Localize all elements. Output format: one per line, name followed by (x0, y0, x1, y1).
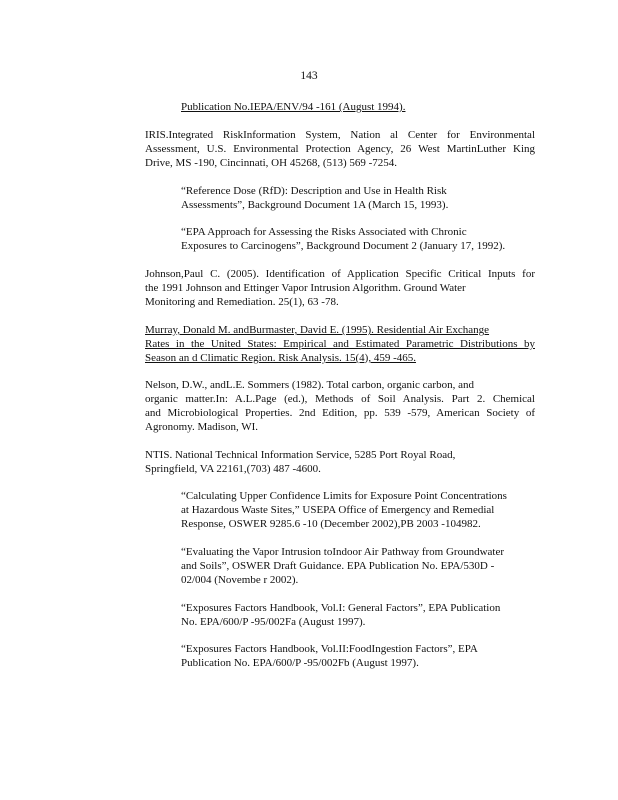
reference-line: Publication No.IEPA/ENV/94 -161 (August 1994). (181, 101, 406, 113)
reference-line: Johnson,Paul C. (2005). Identification of Application Specific Critical Inputs for (145, 268, 535, 280)
reference-line: Monitoring and Remediation. 25(1), 63 -78. (145, 296, 339, 308)
reference-line: Response, OSWER 9285.6 -10 (December 2002),PB 2003 -104982. (181, 518, 481, 530)
reference-entry-exposure-factors-2 (181, 642, 535, 670)
reference-line: Publication No. EPA/600/P -95/002Fb (August 1997). (181, 657, 419, 669)
reference-entry-reference-dose (181, 184, 535, 212)
reference-entry-calculating-ucl (181, 489, 535, 531)
reference-line: Murray, Donald M. andBurmaster, David E. (1995). Residential Air Exchange (145, 324, 490, 336)
reference-line: Agronomy. Madison, WI. (145, 421, 259, 433)
reference-line: “EPA Approach for Assessing the Risks Associated with Chronic (181, 226, 467, 238)
reference-line: and Soils”, OSWER Draft Guidance. EPA Publication No. EPA/530D - (181, 560, 495, 572)
reference-line: IRIS.Integrated RiskInformation System, Nation al Center for Environmental (145, 129, 535, 141)
reference-entry-iris (145, 128, 535, 170)
reference-line: “Exposures Factors Handbook, Vol.II:FoodIngestion Factors”, EPA (181, 643, 478, 655)
reference-line: No. EPA/600/P -95/002Fa (August 1997). (181, 616, 366, 628)
reference-entry-johnson (145, 267, 535, 309)
reference-line: “Exposures Factors Handbook, Vol.I: General Factors”, EPA Publication (181, 602, 501, 614)
reference-line: Rates in the United States: Empirical and Estimated Parametric Distributions by (145, 338, 535, 350)
reference-line: Assessment, U.S. Environmental Protection Agency, 26 West MartinLuther King (145, 143, 535, 155)
reference-entry-murray (145, 323, 535, 365)
reference-entry-publication-no (181, 100, 535, 114)
reference-line: “Evaluating the Vapor Intrusion toIndoor Air Pathway from Groundwater (181, 546, 505, 558)
reference-line: 02/004 (Novembe r 2002). (181, 574, 299, 586)
reference-line: Springfield, VA 22161,(703) 487 -4600. (145, 463, 321, 475)
reference-entry-epa-approach (181, 225, 535, 253)
reference-entry-nelson (145, 378, 535, 434)
reference-line: NTIS. National Technical Information Service, 5285 Port Royal Road, (145, 449, 456, 461)
reference-line: Drive, MS -190, Cincinnati, OH 45268, (513) 569 -7254. (145, 157, 398, 169)
reference-line: Assessments”, Background Document 1A (March 15, 1993). (181, 199, 449, 211)
reference-line: at Hazardous Waste Sites,” USEPA Office of Emergency and Remedial (181, 504, 495, 516)
reference-line: Season an d Climatic Region. Risk Analysis. 15(4), 459 -465. (145, 352, 417, 364)
reference-line: Nelson, D.W., andL.E. Sommers (1982). Total carbon, organic carbon, and (145, 379, 474, 391)
reference-entry-exposure-factors-1 (181, 601, 535, 629)
reference-line: and Microbiological Properties. 2nd Edition, pp. 539 -579, American Society of (145, 407, 535, 419)
reference-line: the 1991 Johnson and Ettinger Vapor Intrusion Algorithm. Ground Water (145, 282, 466, 294)
reference-entry-evaluating-vapor (181, 545, 535, 587)
page-number: 143 (300, 70, 318, 82)
reference-line: “Reference Dose (RfD): Description and Use in Health Risk (181, 185, 447, 197)
reference-line: “Calculating Upper Confidence Limits for Exposure Point Concentrations (181, 490, 507, 502)
reference-line: organic matter.In: A.L.Page (ed.), Methods of Soil Analysis. Part 2. Chemical (145, 393, 535, 405)
reference-line: Exposures to Carcinogens”, Background Document 2 (January 17, 1992). (181, 240, 506, 252)
reference-entry-ntis (145, 448, 535, 476)
